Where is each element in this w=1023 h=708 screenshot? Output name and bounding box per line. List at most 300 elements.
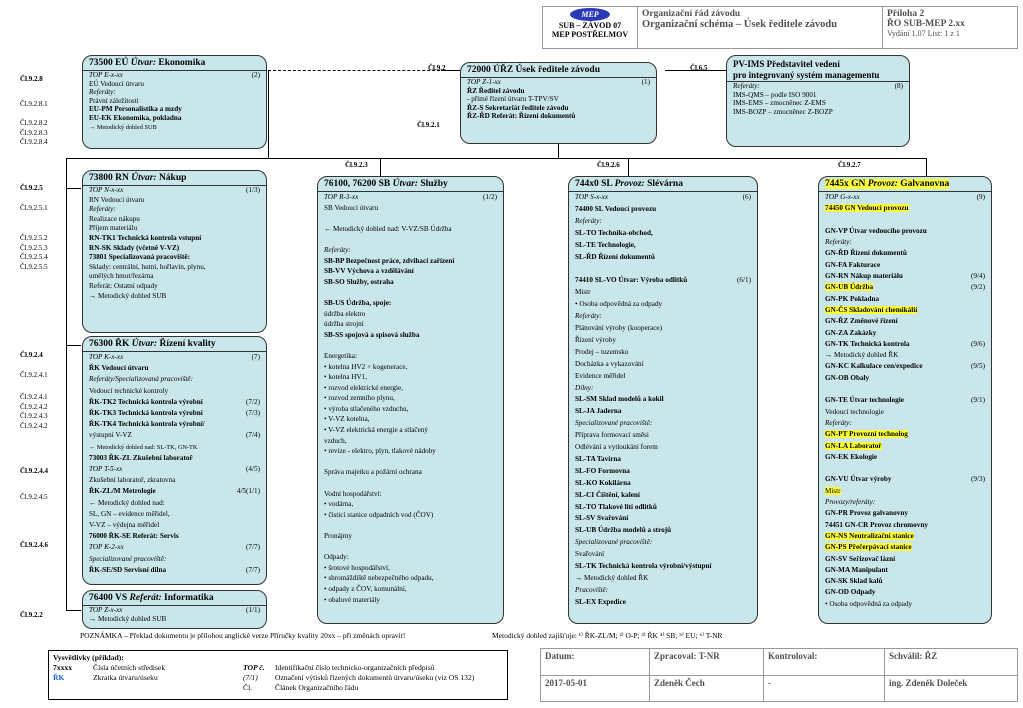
box-line	[318, 213, 503, 224]
box-line-text: 73801 Specializovaná pracoviště:	[89, 253, 191, 262]
box-line-text: Pracoviště:	[575, 585, 609, 594]
ref-9-2: Čl.9.2	[428, 64, 446, 72]
copy-mark: (1/2)	[483, 193, 497, 201]
box-line-text: GN-TK Technická kontrola	[825, 339, 910, 348]
box-line	[819, 328, 991, 339]
box-line-text: Referáty:	[575, 216, 602, 225]
company-cell	[543, 7, 638, 49]
ref-9-2-1: Čl.9.2.1	[417, 121, 440, 129]
box-line	[819, 486, 991, 497]
doc-code: ŘO SUB-MEP 2.xx	[887, 19, 965, 29]
box-line-text: EU-PM Personalistika a mzdy	[89, 105, 182, 114]
box-line	[819, 565, 991, 576]
box-line-text: Odlévání a vytloukání forem	[575, 443, 658, 452]
box-line-text: • rozvod zemního plynu,	[324, 394, 395, 403]
unit-pv-ims[interactable]	[726, 55, 910, 147]
box-line	[569, 252, 757, 264]
box-line	[83, 196, 266, 206]
box-line	[461, 78, 656, 87]
box-line-text: údržba strojní	[324, 320, 364, 329]
box-line	[819, 215, 991, 226]
box-line	[83, 498, 266, 509]
unit-slevarna[interactable]	[568, 176, 758, 624]
box-line-text: SL-TK Technická kontrola výrobní/výstupní	[575, 562, 712, 571]
unit-informatika[interactable]	[82, 590, 267, 629]
date-value: 2017-05-01	[541, 676, 650, 702]
box-line	[819, 429, 991, 440]
box-line	[569, 466, 757, 478]
box-line-text: GN-TE Útvar technologie	[825, 396, 904, 405]
box-line-text: • výroba stlačeného vzduchu,	[324, 404, 409, 413]
box-line	[819, 497, 991, 508]
date-label: Datum:	[541, 649, 650, 676]
unit-nakup[interactable]	[82, 170, 267, 333]
box-line-text: SL-UB Údržba modelů a strojů	[575, 526, 672, 535]
box-line	[83, 554, 266, 565]
box-line	[819, 248, 991, 259]
box-line-text: GN-ZA Zakázky	[825, 328, 877, 337]
line-to-sluzby	[380, 158, 381, 176]
box-line-text: • odpady z ČOV, komunální,	[324, 584, 407, 593]
box-line-text: GN-MA Manipulant	[825, 565, 888, 574]
box-line	[318, 245, 503, 256]
box-line-text: IMS-BOZP – zmocněnec Z-BOZP	[733, 107, 833, 116]
box-line-text: TOP S-x-xx	[575, 193, 609, 201]
box-line	[83, 114, 266, 123]
box-line	[83, 363, 266, 374]
box-line-text: 73003 ŘK-ZL Zkušební laboratoř	[89, 453, 193, 462]
box-line	[569, 228, 757, 240]
box-line-text: Evidence měřidel	[575, 371, 626, 380]
article-ref: Čl.9.2.5.4	[20, 253, 48, 261]
document-header	[542, 6, 1018, 49]
box-line	[83, 272, 266, 282]
article-ref: Čl.9.2.4.1	[20, 393, 48, 401]
box-line	[569, 335, 757, 347]
box-line	[569, 240, 757, 252]
legend-copy: (7/1)	[243, 673, 258, 682]
box-line-text: údržba elektro	[324, 309, 366, 318]
line-left-spine	[66, 158, 67, 610]
box-line-text: SL-KO Kokilárna	[575, 478, 631, 487]
box-line-text: 76000 ŘK-SE Referát: Servis	[89, 532, 179, 541]
unit-type: Referát:	[129, 593, 162, 603]
box-line	[819, 441, 991, 452]
legend-top: TOP č.	[243, 663, 265, 672]
box-line	[461, 112, 656, 121]
doc-version: Vydání 1.07 List: 1 z 1	[887, 29, 960, 38]
box-line	[318, 563, 503, 574]
box-line	[318, 436, 503, 447]
box-line	[318, 520, 503, 531]
box-line-text: SL-EX Expedice	[575, 597, 626, 606]
article-ref: Čl.9.2.5.5	[20, 263, 48, 271]
box-line	[83, 408, 266, 419]
box-line	[819, 339, 991, 350]
box-line-text: Docházka a vykazování	[575, 359, 644, 368]
unit-title-2: pro integrovaný systém managementu	[727, 70, 909, 82]
box-line-text: GN-OD Odpady	[825, 588, 876, 597]
box-line-text: ŘK-TK4 Technická kontrola výrobní/	[89, 420, 205, 429]
legend-abbr-desc: Zkratka útvaru/úseku	[93, 673, 158, 682]
box-line	[569, 525, 757, 537]
box-line	[569, 597, 757, 609]
copy-mark: (1/3)	[246, 186, 260, 194]
box-line	[569, 359, 757, 371]
box-line-text: Zkušební laboratoř, zkratovna	[89, 476, 176, 485]
box-line	[318, 404, 503, 415]
box-line	[819, 452, 991, 463]
box-line-text: GN-EK Ekologie	[825, 452, 878, 461]
box-line	[569, 418, 757, 430]
unit-kvalita[interactable]	[82, 336, 267, 585]
box-line-text: GN-ŘZ Změnové řízení	[825, 317, 898, 326]
box-line-text: Příprava formovací směsi	[575, 431, 649, 440]
box-line-text: SB-BP Bezpečnost práce, zdvihací zařízení	[324, 256, 455, 265]
box-line-text: Pronájmy	[324, 532, 352, 540]
box-line	[318, 478, 503, 489]
box-line	[727, 91, 909, 100]
box-line-text: Dílny:	[575, 383, 594, 392]
unit-code: 76100, 76200 SB	[324, 179, 391, 189]
box-line-text: ← Metodický dohled nad: V-VZ/SB Údržba	[324, 224, 452, 233]
legend-copy-desc: Označení výtisků řízených dokumentů útvaru/úseku (viz OS 132)	[275, 673, 475, 682]
box-line-text: ŘK Vedoucí útvaru	[89, 364, 149, 373]
box-line	[83, 186, 266, 196]
box-line	[83, 71, 266, 80]
line-to-nakup	[66, 188, 81, 189]
box-line	[569, 561, 757, 573]
box-line	[83, 453, 266, 464]
unit-name: Řízení kvality	[159, 339, 216, 349]
box-line	[83, 397, 266, 408]
checker-value: -	[764, 676, 885, 702]
box-line-text: SL-FO Formovna	[575, 466, 630, 475]
box-line	[569, 299, 757, 311]
box-line-text: Referáty/Specializovaná pracoviště:	[89, 375, 193, 384]
unit-type: Útvar:	[392, 179, 418, 189]
box-line	[727, 99, 909, 108]
legend	[48, 650, 508, 700]
approver-label: Schválil: ŘZ	[885, 649, 1018, 676]
box-line	[83, 374, 266, 385]
box-line-text: Prodej – tuzemsko	[575, 347, 629, 356]
box-line-text: Správa majetku a požární ochrana	[324, 468, 422, 477]
box-line-text: Právní záležitosti	[89, 96, 139, 105]
box-line	[569, 394, 757, 406]
author-value: Zdeněk Čech	[650, 676, 764, 702]
box-line-text: GN-OB Obaly	[825, 373, 870, 382]
box-line-text: ← Metodický dohled nad: SL-TK, GN-TK	[89, 443, 198, 451]
box-line-text: Referáty:	[825, 418, 852, 427]
box-line	[83, 292, 266, 302]
box-line-text: TOP K-x-xx	[89, 353, 124, 361]
article-ref: Čl.9.2.5.3	[20, 244, 48, 252]
unit-name: Slévárna	[647, 179, 683, 189]
box-line	[318, 595, 503, 606]
box-line-text: GN-NS Neutralizační stanice	[825, 531, 914, 540]
box-line-text: SL-TA Tavírna	[575, 454, 622, 463]
unit-code: 76300 ŘK	[89, 339, 130, 349]
box-line	[83, 606, 266, 615]
unit-name: Ekonomika	[158, 58, 206, 68]
unit-code: 73800 RN	[89, 173, 129, 183]
article-ref: Čl.9.2.4.4	[20, 467, 48, 475]
box-line-text: Specializované pracoviště:	[575, 538, 653, 547]
box-line-text: TOP Z-x-xx	[89, 606, 123, 614]
box-line-text: V-VZ – výdejna měřidel	[89, 521, 160, 530]
legend-top-desc: Identifikační číslo technicko-organizačních předpisů	[275, 663, 435, 672]
box-line-text: ŘK-TK2 Technická kontrola výrobní	[89, 397, 203, 406]
box-line	[727, 108, 909, 117]
line-center	[558, 142, 559, 158]
unit-name: Služby	[420, 179, 448, 189]
box-line-text: → Metodický dohled ŘK	[825, 351, 899, 360]
box-line	[569, 263, 757, 275]
copy-mark: (1)	[641, 78, 650, 86]
box-line-text: EU-EK Ekonomika, pokladna	[89, 113, 182, 122]
article-ref: Čl.9.2.8.4	[20, 138, 48, 146]
unit-reditel[interactable]	[460, 62, 657, 144]
copy-mark: (6)	[742, 193, 751, 201]
unit-type: Provoz:	[614, 179, 645, 189]
box-line-text: ŘZ-ŘD Referát: Řízení dokumentů	[467, 112, 576, 121]
box-line	[569, 383, 757, 395]
box-line-text: 74400 SL Vedoucí provozu	[575, 204, 657, 213]
box-line-text: RN Vedoucí útvaru	[89, 195, 145, 204]
box-line	[83, 244, 266, 254]
box-line-text: • čisticí stanice odpadních vod (ČOV)	[324, 510, 434, 519]
checker-label: Kontroloval:	[764, 649, 885, 676]
box-line	[569, 371, 757, 383]
box-line-text: Svařování	[575, 550, 605, 559]
unit-type: Provoz:	[867, 179, 898, 189]
box-line	[819, 237, 991, 248]
article-ref: Čl.9.2.4.5	[20, 493, 48, 501]
box-line-text: vzduch,	[324, 436, 347, 445]
article-ref: Čl.9.2.4.2	[20, 403, 48, 411]
copy-mark: (9/3)	[971, 475, 985, 484]
article-ref: Čl.9.2.5	[20, 184, 43, 192]
box-line	[819, 407, 991, 418]
box-line	[83, 531, 266, 542]
box-line	[83, 253, 266, 263]
box-line-text: SB-US Údržba, spoje:	[324, 298, 392, 307]
box-line	[83, 80, 266, 89]
box-line-text: SL, GN – evidence měřidel,	[89, 509, 170, 518]
box-line	[318, 319, 503, 330]
article-ref: Čl.9.2.8	[20, 75, 43, 83]
box-line	[819, 554, 991, 565]
box-line-text: → Metodický dohled ŘK	[575, 574, 649, 582]
box-line	[569, 323, 757, 335]
unit-type: Útvar:	[131, 173, 157, 183]
box-line	[569, 287, 757, 299]
box-line	[318, 457, 503, 468]
box-line-text: Referáty:	[89, 205, 116, 214]
copy-mark: (7/3)	[246, 409, 260, 418]
box-line-text: ŘZ Ředitel závodu	[467, 86, 525, 95]
box-line-text: SL-SV Svařování	[575, 514, 629, 523]
box-line-text: ← Metodický dohled nad:	[89, 498, 165, 507]
box-line	[819, 260, 991, 271]
box-line-text: RN-TK1 Technická kontrola vstupní	[89, 233, 202, 242]
box-line	[318, 531, 503, 542]
box-line-text: → Metodický dohled SUB	[89, 291, 167, 300]
box-line	[461, 87, 656, 96]
box-line	[819, 350, 991, 361]
article-ref: Čl.9.2.5.1	[20, 204, 48, 212]
box-line	[318, 224, 503, 235]
box-line	[819, 531, 991, 542]
box-line-text: Specializované pracoviště:	[575, 419, 653, 428]
box-line	[83, 475, 266, 486]
box-line-text: Odpady:	[324, 553, 349, 562]
box-line	[83, 430, 266, 441]
box-line-text: Řízení výroby	[575, 335, 616, 344]
box-line	[318, 552, 503, 563]
company-name-2: MEP POSTŘELMOV	[551, 30, 629, 39]
legend-article: Čl.	[243, 683, 253, 692]
box-line	[569, 406, 757, 418]
company-logo: MEP	[570, 8, 610, 21]
box-line-text: TOP T-5-xx	[89, 465, 123, 474]
box-line	[83, 105, 266, 114]
box-line	[819, 192, 991, 203]
box-line-text: GN-UB Údržba	[825, 283, 874, 292]
box-line	[569, 347, 757, 359]
box-line-text: SL-TE Technologie,	[575, 240, 636, 249]
unit-ekonomika[interactable]	[82, 55, 267, 149]
box-line-text: umělých hmot/řezárna	[89, 272, 154, 281]
box-line-text: 74410 SL-VO Útvar: Výroba odlitků	[575, 276, 688, 285]
box-line-text: GN-SV Seřizovač lázní	[825, 554, 896, 563]
box-line	[569, 430, 757, 442]
article-ref: Čl.9.2.8.3	[20, 129, 48, 137]
box-line	[318, 256, 503, 267]
box-line-text: EÚ Vedoucí útvaru	[89, 79, 144, 88]
box-line	[569, 442, 757, 454]
box-line-text: SB-SO Služby, ostraha	[324, 277, 394, 286]
box-line	[569, 573, 757, 585]
box-line	[318, 277, 503, 288]
copy-mark: (7/4)	[246, 431, 260, 440]
copy-mark: (4/5)	[246, 465, 260, 474]
box-line-text: GN-FA Fakturace	[825, 260, 881, 269]
box-line	[318, 330, 503, 341]
legend-code-desc: Čísla účetních středisek	[93, 663, 166, 672]
box-line	[83, 123, 266, 133]
box-line-text: TOP K-2-xx	[89, 543, 124, 552]
box-line	[819, 599, 991, 610]
title-cell	[638, 7, 883, 49]
box-line	[819, 508, 991, 519]
box-line-text: TOP N-x-xx	[89, 186, 124, 194]
box-line	[819, 418, 991, 429]
unit-code: 7445x GN	[825, 179, 866, 189]
box-line-text: Provozy/referáty:	[825, 498, 876, 507]
box-line-text: Referáty:	[825, 238, 852, 247]
box-line-text: → Metodický dohled SUB	[89, 123, 157, 131]
box-line	[819, 305, 991, 316]
box-line-text: TOP G-x-xx	[825, 193, 860, 201]
legend-code: 7xxxx	[53, 663, 72, 672]
copy-mark: (7/2)	[246, 397, 260, 406]
box-line	[569, 311, 757, 323]
legend-abbr: ŘK	[53, 673, 65, 682]
box-line-text: SL-JA Jaderna	[575, 407, 622, 416]
box-line	[819, 463, 991, 474]
box-line	[83, 205, 266, 215]
copy-mark: (9/6)	[971, 339, 985, 348]
article-ref: Čl.9.2.8.1	[20, 100, 48, 108]
box-line	[318, 510, 503, 521]
box-line-text: SB-VV Výchova a vzdělávání	[324, 267, 414, 276]
box-line	[83, 509, 266, 520]
box-line	[318, 309, 503, 320]
ref-9-2-3: Čl.9.2.3	[345, 161, 368, 169]
box-line	[569, 585, 757, 597]
box-line-text: • Osoba odpovědná za odpady	[575, 300, 663, 309]
box-line	[819, 203, 991, 214]
box-line	[819, 294, 991, 305]
box-line	[83, 282, 266, 292]
box-line	[461, 95, 656, 104]
unit-title: PV-IMS Představitel vedení	[733, 59, 840, 69]
box-line-text: GN-ŘD Řízení dokumentů	[825, 249, 907, 258]
box-line	[819, 316, 991, 327]
approval-table	[540, 648, 1018, 702]
box-line	[318, 414, 503, 425]
box-line	[83, 215, 266, 225]
box-line	[318, 340, 503, 351]
box-line-text: Plánování výroby (kooperace)	[575, 323, 663, 332]
box-line	[819, 282, 991, 293]
doc-title-1: Organizační řád závodu	[642, 9, 741, 19]
unit-name: Informatika	[164, 593, 214, 603]
note-text: POZNÁMKA – Překlad dokumentu je přílohou anglické verze Příručky kvality 20xx – při změnách opravit!	[80, 631, 406, 640]
box-line-text: výstupní V-VZ	[89, 431, 132, 440]
company-name: SUB – ZÁVOD 07	[558, 21, 622, 30]
doc-title-2: Organizační schéma – Úsek ředitele závodu	[642, 19, 838, 30]
box-line-text: SB-SS spojová a spisová služba	[324, 330, 420, 339]
box-line	[569, 192, 757, 204]
line-to-galvanovna	[926, 158, 927, 176]
box-line	[83, 97, 266, 106]
unit-name: Galvanovna	[900, 179, 950, 189]
unit-name: Nákup	[158, 173, 187, 183]
box-line	[318, 234, 503, 245]
box-line	[318, 383, 503, 394]
box-line-text: SB Vedoucí útvaru	[324, 203, 379, 212]
box-line-text: Sklady: centrální, hutní, hořlavin, plynu,	[89, 262, 206, 271]
ref-9-2-6: Čl.9.2.6	[597, 161, 620, 169]
box-line-text: GN-PK Pokladna	[825, 294, 880, 303]
box-line-text: GN-PR Provoz galvanovny	[825, 509, 908, 518]
unit-sluzby[interactable]	[317, 176, 504, 624]
line-main	[66, 158, 926, 159]
box-line	[819, 395, 991, 406]
article-ref: Čl.9.2.8.2	[20, 119, 48, 127]
box-line-text: GN-RN Nákup materiálu	[825, 272, 903, 281]
copy-mark: (9/5)	[971, 362, 985, 371]
unit-code: 73500 EÚ	[89, 58, 129, 68]
unit-galvanovna[interactable]	[818, 176, 992, 624]
annex-label: Příloha 2	[887, 9, 925, 19]
box-line-text: Mistr	[825, 486, 841, 495]
unit-type: Útvar:	[130, 58, 157, 68]
box-line	[83, 464, 266, 475]
